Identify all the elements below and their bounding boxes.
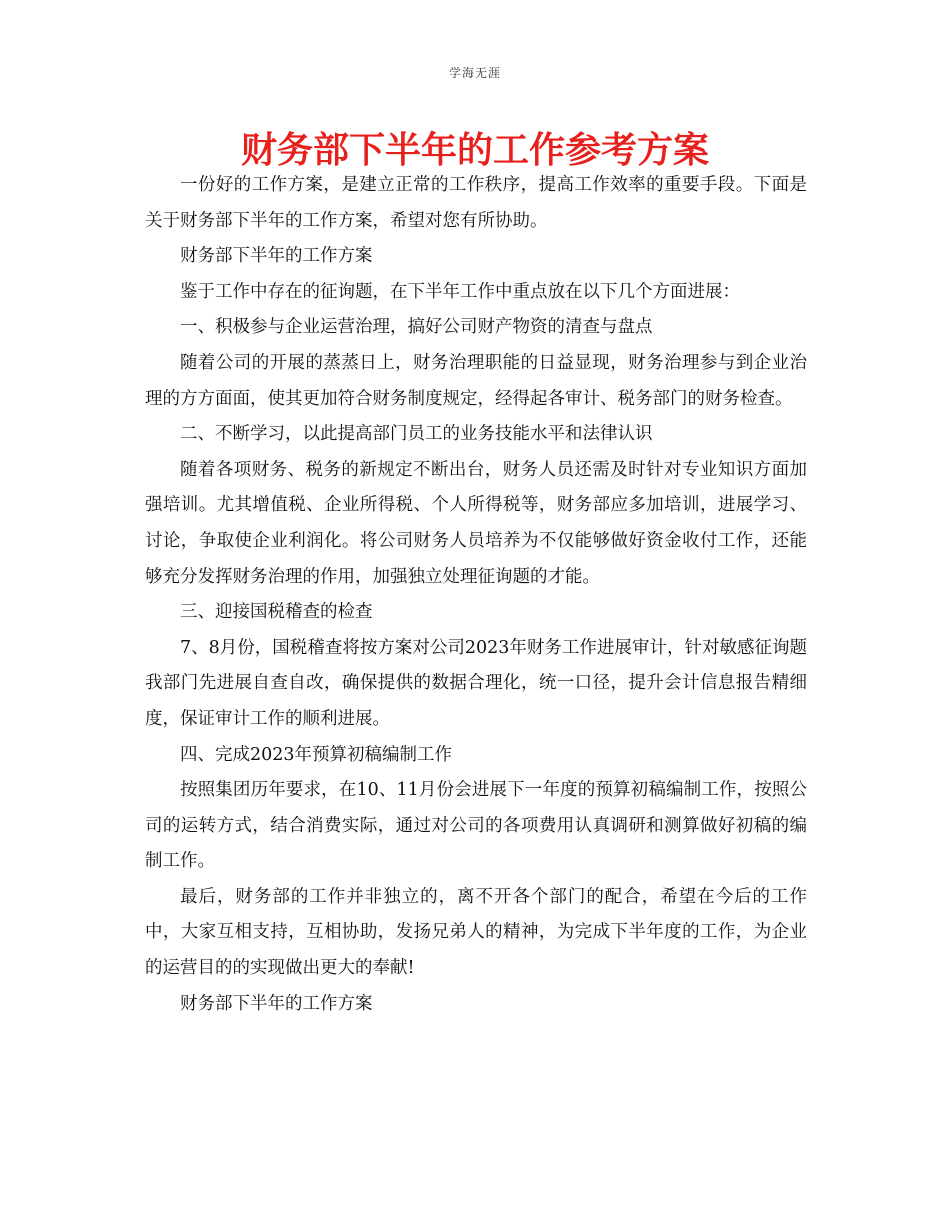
overview-paragraph: 鉴于工作中存在的征询题，在下半年工作中重点放在以下几个方面进展：	[180, 281, 740, 302]
subtitle-line: 财务部下半年的工作方案	[180, 246, 373, 267]
section-3-paragraph: 7、8月份，国税稽查将按方案对公司2023年财务工作进展审计，针对敏感征询题我部门先进展自查自改，确保提供的数据合理化，统一口径，提升会计信息报告精细度，保证审计工作的顺利进展。	[145, 637, 807, 729]
section-4-paragraph: 按照集团历年要求，在10、11月份会进展下一年度的预算初稿编制工作，按照公司的运转方式，结合消费实际，通过对公司的各项费用认真调研和测算做好初稿的编制工作。	[145, 780, 807, 872]
section-heading-4: 四、完成2023年预算初稿编制工作	[180, 744, 453, 765]
trailing-title-line: 财务部下半年的工作方案	[180, 993, 373, 1014]
intro-paragraph: 一份好的工作方案，是建立正常的工作秩序，提高工作效率的重要手段。下面是关于财务部下半年的工作方案，希望对您有所协助。	[145, 175, 807, 231]
page-header: 学海无涯	[448, 66, 501, 80]
section-1-paragraph: 随着公司的开展的蒸蒸日上，财务治理职能的日益显现，财务治理参与到企业治理的方方面面，使其更加符合财务制度规定，经得起各审计、税务部门的财务检查。	[145, 352, 807, 409]
section-heading-2: 二、不断学习，以此提高部门员工的业务技能水平和法律认识	[180, 424, 653, 445]
document-body	[145, 168, 807, 1022]
section-heading-3: 三、迎接国税稽查的检查	[180, 602, 373, 623]
section-heading-1: 一、积极参与企业运营治理，搞好公司财产物资的清查与盘点	[180, 317, 653, 338]
document-title: 财务部下半年的工作参考方案	[240, 130, 709, 171]
closing-paragraph: 最后，财务部的工作并非独立的，离不开各个部门的配合，希望在今后的工作中，大家互相支持，互相协助，发扬兄弟人的精神，为完成下半年度的工作，为企业的运营目的的实现做出更大的奉献!	[145, 886, 807, 979]
section-2-paragraph: 随着各项财务、税务的新规定不断出台，财务人员还需及时针对专业知识方面加强培训。尤其增值税、企业所得税、个人所得税等，财务部应多加培训，进展学习、讨论，争取使企业利润化。将公司财务人员培养为不仅能够做好资金收付工作，还能够充分发挥财务治理的作用，加强独立处理征询题的才能。	[145, 459, 807, 587]
